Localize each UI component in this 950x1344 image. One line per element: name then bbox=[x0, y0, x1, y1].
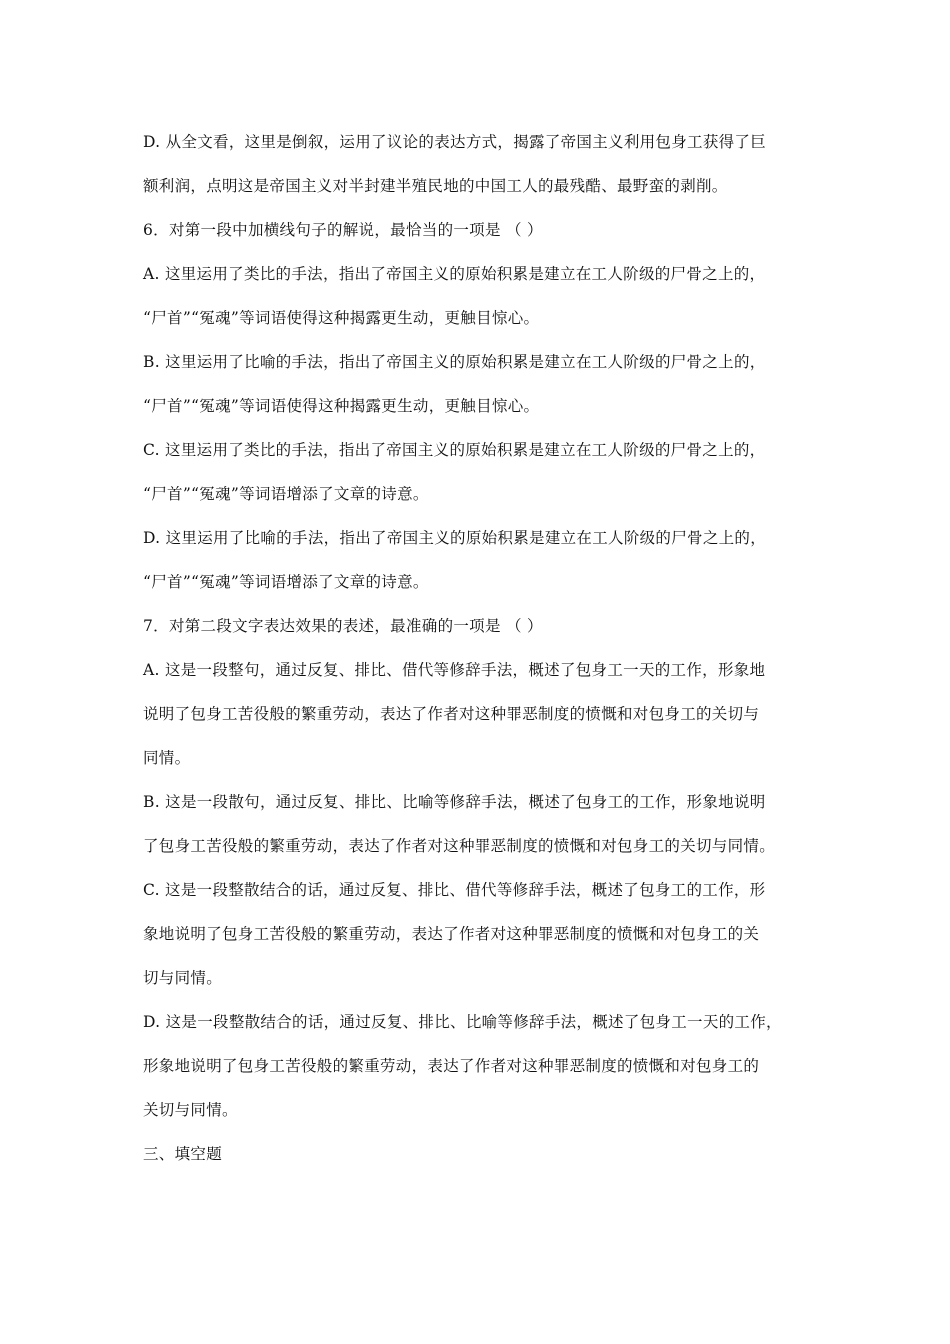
q7-option-c-line2: 象地说明了包身工苦役般的繁重劳动，表达了作者对这种罪恶制度的愤慨和对包身工的关 bbox=[143, 925, 760, 943]
q7-option-a-line3: 同情。 bbox=[143, 749, 191, 767]
q6-option-d-line1: D. 这里运用了比喻的手法，指出了帝国主义的原始积累是建立在工人阶级的尸骨之上的， bbox=[143, 529, 767, 547]
q7-option-b bbox=[143, 780, 843, 868]
q6-option-b bbox=[143, 340, 843, 428]
q6-option-a bbox=[143, 252, 843, 340]
q7-option-c bbox=[143, 868, 843, 1000]
q6-option-d bbox=[143, 516, 843, 604]
q7-option-c-line3: 切与同情。 bbox=[143, 969, 223, 987]
q7-option-b-line1: B. 这是一段散句，通过反复、排比、比喻等修辞手法，概述了包身工的工作，形象地说明 bbox=[143, 793, 766, 811]
q6-option-c bbox=[143, 428, 843, 516]
q6-option-a-line1: A. 这里运用了类比的手法，指出了帝国主义的原始积累是建立在工人阶级的尸骨之上的， bbox=[143, 265, 766, 283]
q5-option-d bbox=[143, 120, 843, 208]
q7-option-c-line1: C. 这是一段整散结合的话，通过反复、排比、借代等修辞手法，概述了包身工的工作，形 bbox=[143, 881, 766, 899]
q7-option-d-line1: D. 这是一段整散结合的话，通过反复、排比、比喻等修辞手法，概述了包身工一天的工作， bbox=[143, 1013, 782, 1031]
q5-option-d-line2: 额利润，点明这是帝国主义对半封建半殖民地的中国工人的最残酷、最野蛮的剥削。 bbox=[143, 177, 728, 195]
q7-option-a-line1: A. 这是一段整句，通过反复、排比、借代等修辞手法，概述了包身工一天的工作，形象地 bbox=[143, 661, 766, 679]
q6-option-b-line1: B. 这里运用了比喻的手法，指出了帝国主义的原始积累是建立在工人阶级的尸骨之上的， bbox=[143, 353, 766, 371]
q6-option-d-line2: “尸首”“冤魂”等词语增添了文章的诗意。 bbox=[143, 573, 429, 591]
q7-option-a-line2: 说明了包身工苦役般的繁重劳动，表达了作者对这种罪恶制度的愤慨和对包身工的关切与 bbox=[143, 705, 760, 723]
q7-option-d-line3: 关切与同情。 bbox=[143, 1101, 238, 1119]
q5-option-d-line1: D. 从全文看，这里是倒叙，运用了议论的表达方式，揭露了帝国主义利用包身工获得了巨 bbox=[143, 133, 767, 151]
q6-stem: 6．对第一段中加横线句子的解说，最恰当的一项是 （ ） bbox=[143, 221, 543, 239]
q7-option-b-line2: 了包身工苦役般的繁重劳动，表达了作者对这种罪恶制度的愤慨和对包身工的关切与同情。 bbox=[143, 837, 776, 855]
section-heading-fill-in: 三、填空题 bbox=[143, 1145, 223, 1163]
document-content bbox=[143, 120, 843, 1176]
q7-option-a bbox=[143, 648, 843, 780]
q7-option-d bbox=[143, 1000, 843, 1132]
q6-option-c-line1: C. 这里运用了类比的手法，指出了帝国主义的原始积累是建立在工人阶级的尸骨之上的， bbox=[143, 441, 766, 459]
q6-option-a-line2: “尸首”“冤魂”等词语使得这种揭露更生动，更触目惊心。 bbox=[143, 309, 540, 327]
q7-stem: 7．对第二段文字表达效果的表述，最准确的一项是 （ ） bbox=[143, 617, 543, 635]
q6-option-c-line2: “尸首”“冤魂”等词语增添了文章的诗意。 bbox=[143, 485, 429, 503]
q6-option-b-line2: “尸首”“冤魂”等词语使得这种揭露更生动，更触目惊心。 bbox=[143, 397, 540, 415]
q7-option-d-line2: 形象地说明了包身工苦役般的繁重劳动，表达了作者对这种罪恶制度的愤慨和对包身工的 bbox=[143, 1057, 760, 1075]
